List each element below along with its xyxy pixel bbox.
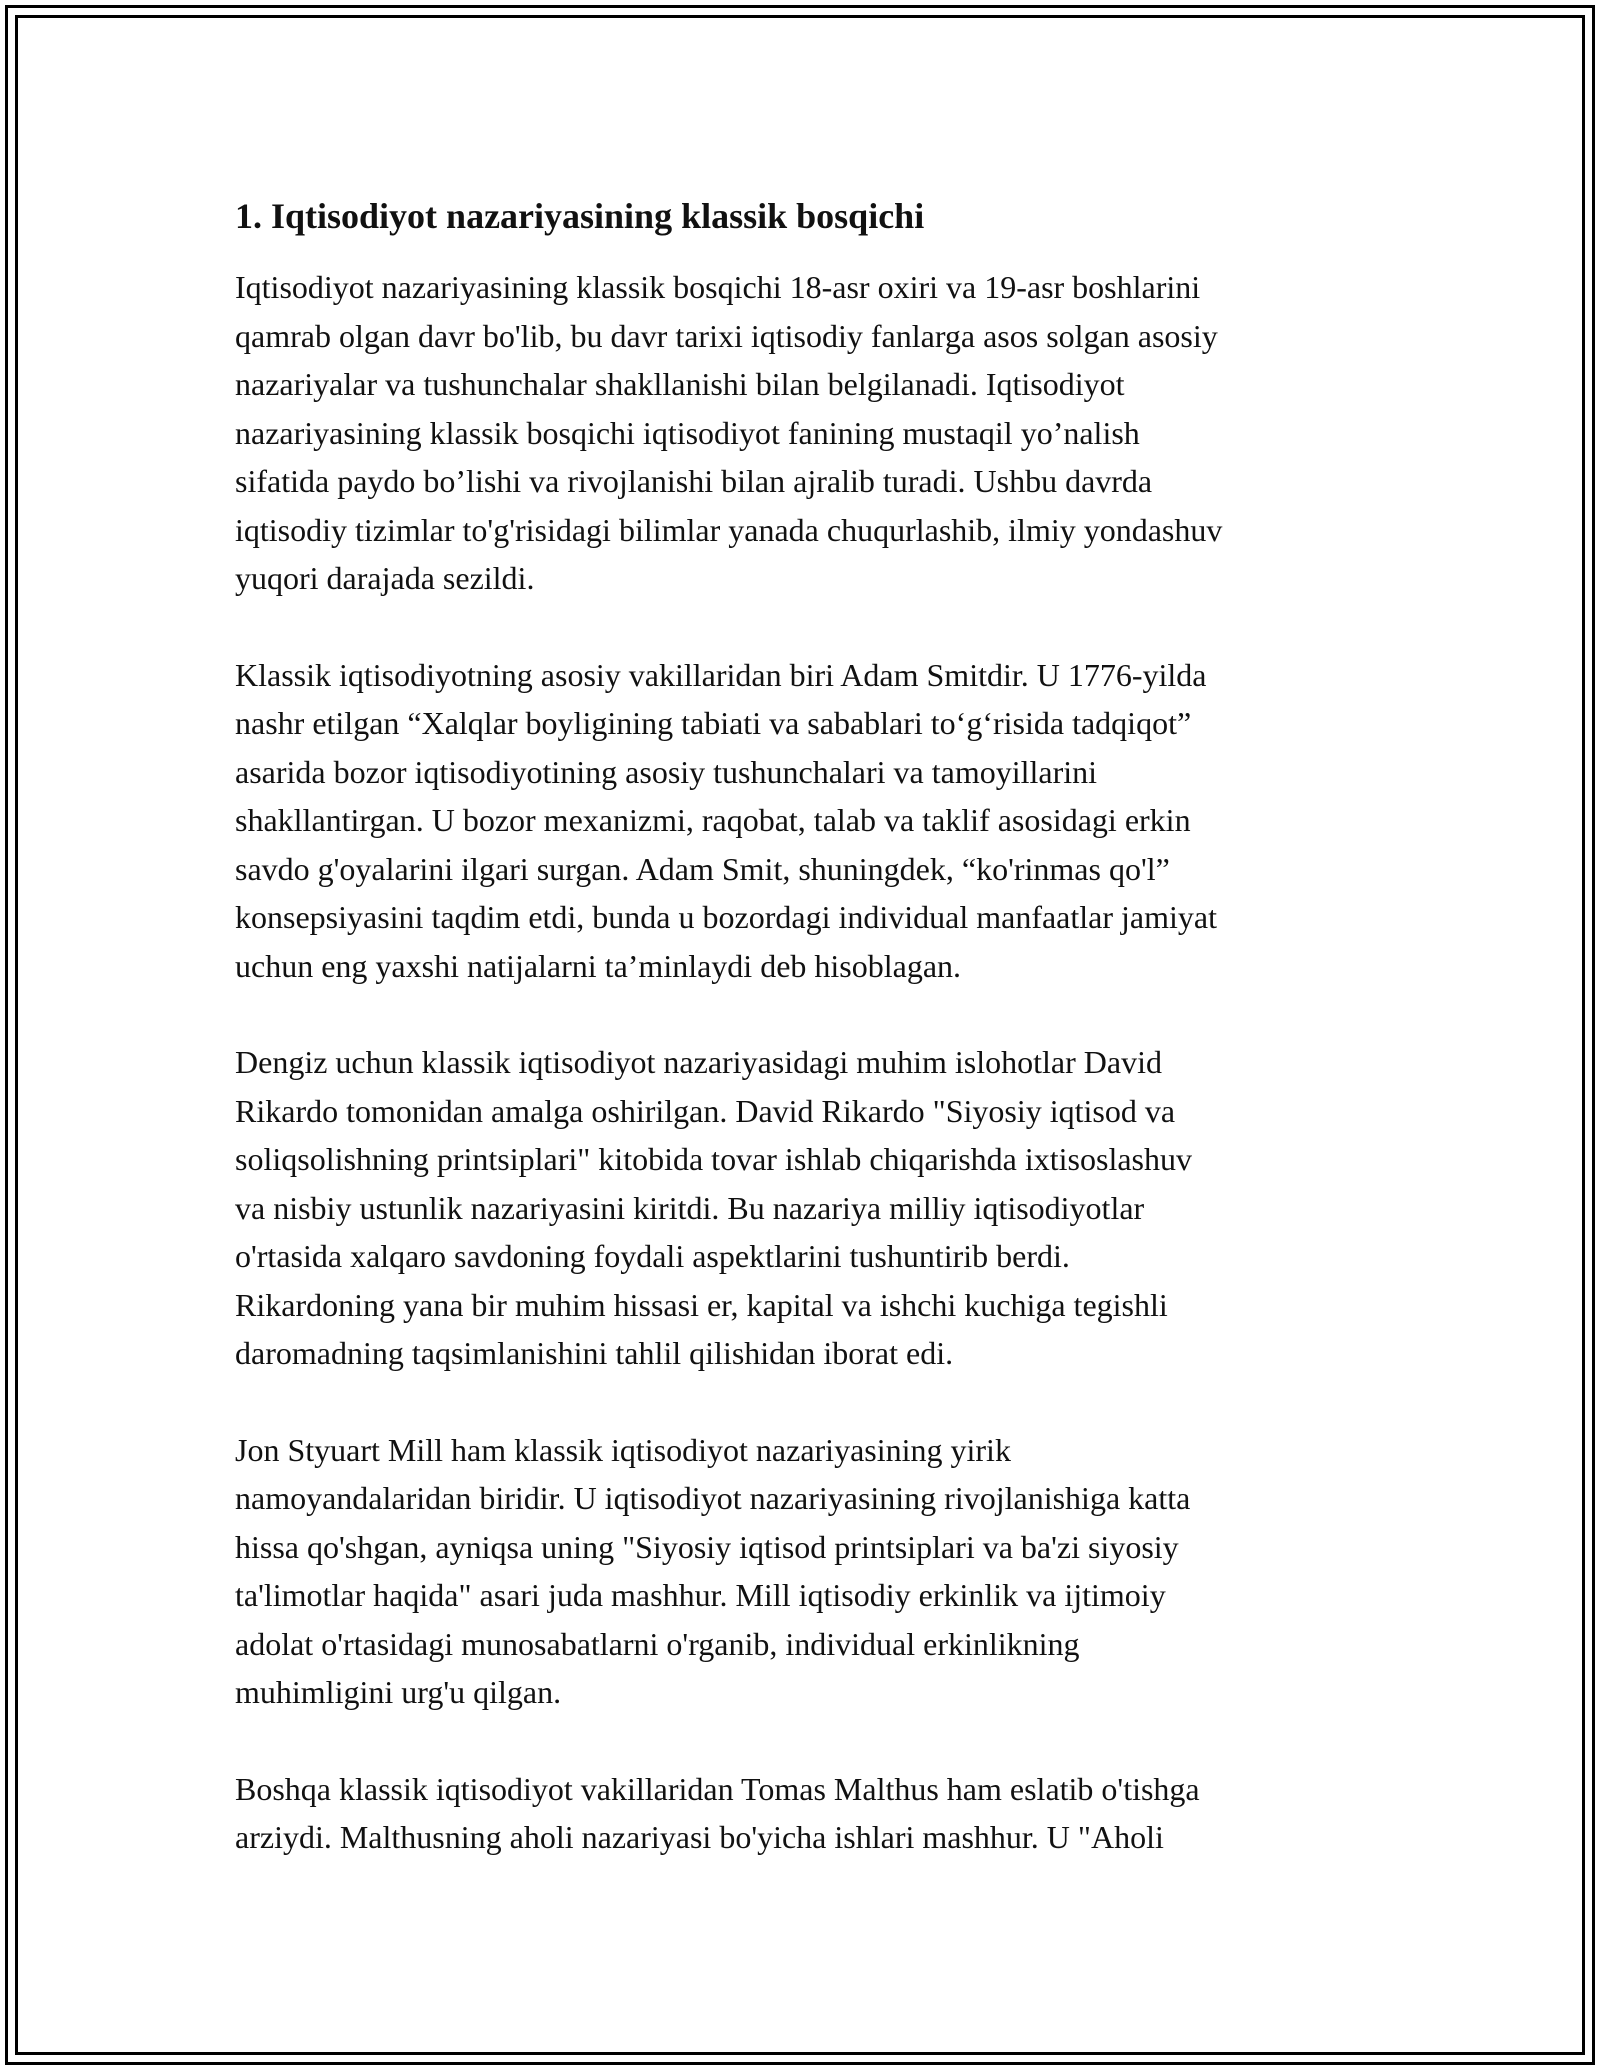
document-body: [235, 187, 1400, 1910]
paragraph-john-stuart-mill: Jon Styuart Mill ham klassik iqtisodiyot nazariyasining yirik namoyandalaridan biridir. U iqtisodiyot nazariyasining rivojlanishiga katta hissa qo'shgan, ayniqsa uning "Siyosiy iqtisod printsiplari va ba'zi siyosiy ta'limotlar haqida" asari juda mashhur. Mill iqtisodiy erkinlik va ijtimoiy adolat o'rtasidagi munosabatlarni o'rganib, individual erkinlikning muhimligini urg'u qilgan.: [235, 1431, 1191, 1710]
paragraph-thomas-malthus: Boshqa klassik iqtisodiyot vakillaridan Tomas Malthus ham eslatib o'tishga arziydi. Malthusning aholi nazariyasi bo'yicha ishlari mashhur. U "Aholi: [235, 1770, 1200, 1855]
paragraph-classical-stage: Iqtisodiyot nazariyasining klassik bosqichi 18-asr oxiri va 19-asr boshlarini qamrab olgan davr bo'lib, bu davr tarixi iqtisodiy fanlarga asos solgan asosiy nazariyalar va tushunchalar shakllanishi bilan belgilanadi. Iqtisodiyot nazariyasining klassik bosqichi iqtisodiyot fanining mustaqil yo’nalish sifatida paydo bo’lishi va rivojlanishi bilan ajralib turadi. Ushbu davrda iqtisodiy tizimlar to'g'risidagi bilimlar yanada chuqurlashib, ilmiy yondashuv yuqori darajada sezildi.: [235, 269, 1223, 596]
paragraph-adam-smith: Klassik iqtisodiyotning asosiy vakillaridan biri Adam Smitdir. U 1776-yilda nashr etilgan “Xalqlar boyligining tabiati va sabablari to‘g‘risida tadqiqot” asarida bozor iqtisodiyotining asosiy tushunchalari va tamoyillarini shakllantirgan. U bozor mexanizmi, raqobat, talab va taklif asosidagi erkin savdo g'oyalarini ilgari surgan. Adam Smit, shuningdek, “ko'rinmas qo'l” konsepsiyasini taqdim etdi, bunda u bozordagi individual manfaatlar jamiyat uchun eng yaxshi natijalarni ta’minlaydi deb hisoblagan.: [235, 656, 1217, 984]
section-heading: 1. Iqtisodiyot nazariyasining klassik bosqichi: [235, 196, 925, 236]
paragraph-david-ricardo: Dengiz uchun klassik iqtisodiyot nazariyasidagi muhim islohotlar David Rikardo tomonidan amalga oshirilgan. David Rikardo "Siyosiy iqtisod va soliqsolishning printsiplari" kitobida tovar ishlab chiqarishda ixtisoslashuv va nisbiy ustunlik nazariyasini kiritdi. Bu nazariya milliy iqtisodiyotlar o'rtasida xalqaro savdoning foydali aspektlarini tushuntirib berdi. Rikardoning yana bir muhim hissasi er, kapital va ishchi kuchiga tegishli daromadning taqsimlanishini tahlil qilishidan iborat edi.: [235, 1044, 1192, 1371]
